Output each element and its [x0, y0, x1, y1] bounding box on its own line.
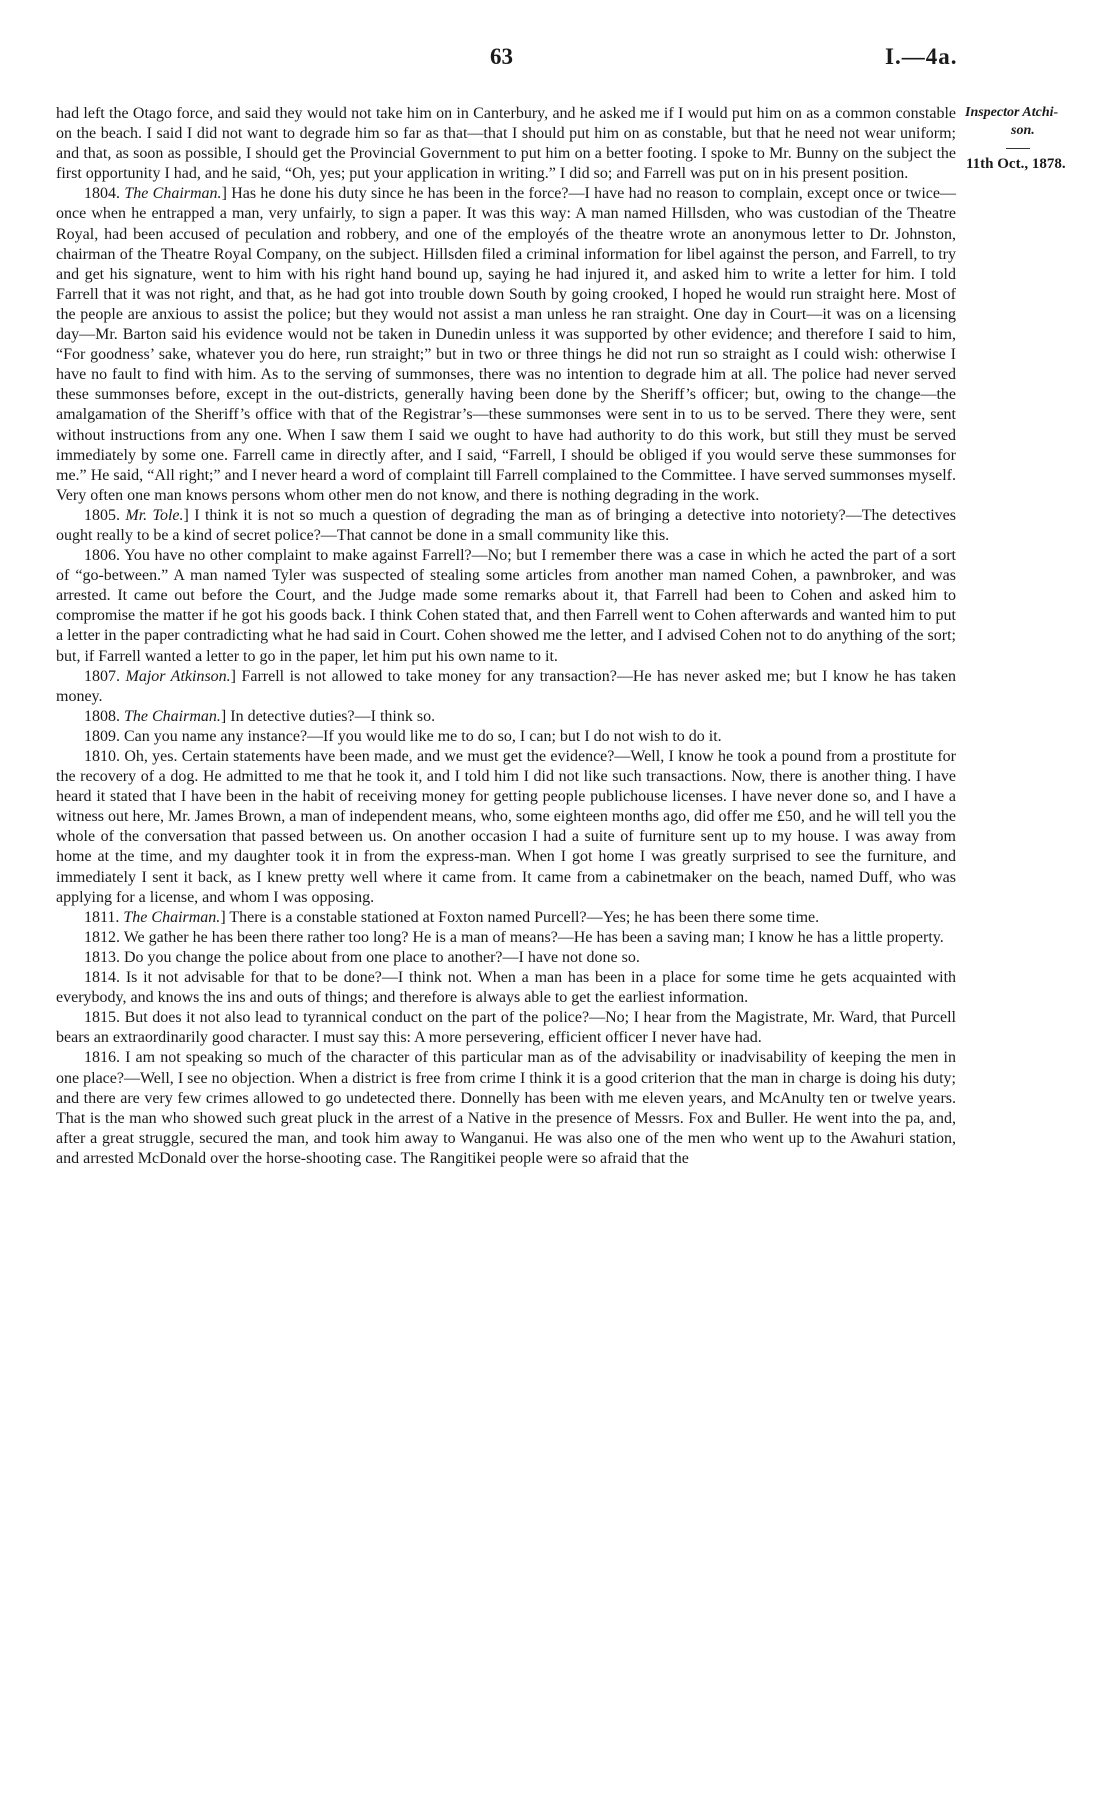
question-number: 1815. — [84, 1009, 120, 1027]
paragraph-text: We gather he has been there rather too long? He is a man of means?—He has been a saving man; I know he has a little property. — [123, 928, 944, 946]
speaker-name: The Chairman. — [123, 908, 221, 926]
question-number: 1812. — [84, 928, 120, 946]
paragraph-text: But does it not also lead to tyrannical conduct on the part of the police?—No; I hear from the Magistrate, Mr. Ward, that Purcell bears an extraordinarily good character. I must say this: A more persevering, efficient officer I never have had. — [56, 1009, 956, 1047]
question-paragraph — [56, 727, 956, 747]
evidence-body — [56, 104, 956, 1169]
question-number: 1807. — [84, 667, 120, 685]
paragraph-text: Is it not advisable for that to be done?—I think not. When a man has been in a place for some time he gets acquainted with everybody, and knows the ins and outs of things; and therefore is always able to get the earliest information. — [56, 969, 957, 1007]
speaker-name: Major Atkinson. — [125, 667, 231, 685]
question-paragraph — [56, 747, 956, 908]
speaker-name: The Chairman. — [124, 185, 222, 203]
paragraph-text: ] Has he done his duty since he has been in the force?—I have had no reason to complain, except once or twice—once when he entrapped a man, very unfairly, to sign a paper. It was this way: A man named Hillsden, who was custodian of the Theatre Royal, had been accused of peculation and robbery, and one of the employés of the theatre wrote an anonymous letter to Dr. Johnston, chairman of the Theatre Royal Company, on the subject. Hillsden filed a criminal information for libel against the person, and Farrell, to try and get his signature, went to him with his right hand bound up, saying he had injured it, and asked him to write a letter for him. I told Farrell that it was not right, and that, as he had got into trouble down South by going crooked, I hoped he would run straight here. Most of the people are anxious to assist the police; but they would not assist a man unless he ran straight. One day in Court—it was on a licensing day—Mr. Barton said his evidence would not be taken in Dunedin unless it was supported by other evidence; and therefore I said to him, “For goodness’ sake, whatever you do here, run straight;” but in two or three things he did not run so straight as I could wish: otherwise I have no fault to find with him. As to the serving of summonses, there was no intention to degrade him at all. The police had never served these summonses before, except in the out-districts, generally having been done by the Sheriff’s officer; but, owing to the change—the amalgamation of the Sheriff’s office with that of the Registrar’s—these summonses were sent in to us to be served. There they were, sent without instructions from any one. When I saw them I said we ought to have had authority to do this work, but still they must be served immediately by some one. Farrell came in directly after, and I said, “Farrell, I should be obliged if you would serve these summonses for me.” He said, “All right;” and I never heard a word of complaint till Farrell complained to the Committee. I have served summonses myself. Very often one man knows persons whom other men do not know, and there is nothing degrading in the work. — [56, 185, 957, 504]
paragraph-text: Do you change the police about from one place to another?—I have not done so. — [124, 948, 640, 966]
speaker-name: The Chairman. — [124, 707, 221, 725]
question-number: 1811. — [84, 908, 120, 926]
question-number: 1809. — [84, 727, 120, 745]
question-number: 1806. — [84, 547, 120, 565]
question-number: 1808. — [84, 707, 120, 725]
question-paragraph — [56, 184, 956, 506]
question-number: 1804. — [84, 185, 120, 203]
question-paragraph — [56, 546, 956, 667]
question-paragraph — [56, 1008, 956, 1048]
question-number: 1805. — [84, 506, 120, 524]
paragraph-text: You have no other complaint to make against Farrell?—No; but I remember there was a case in which he acted the part of a sort of “go-between.” A man named Tyler was suspected of stealing some articles from another man named Cohen, a pawnbroker, and was arrested. It came out before the Court, and the Judge made some remarks about it, that Farrell had been to Cohen and asked him to compromise the matter if he got his goods back. I think Cohen stated that, and then Farrell went to Cohen afterwards and wanted him to put a letter in the paper contradicting what he had said in Court. Cohen showed me the letter, and I advised Cohen not to do anything of the sort; but, if Farrell wanted a letter to go in the paper, let him put his own name to it. — [56, 547, 957, 665]
question-paragraph — [56, 667, 956, 707]
margin-witness-line2: son. — [1011, 123, 1035, 138]
question-paragraph — [56, 707, 956, 727]
question-paragraph — [56, 928, 956, 948]
question-paragraph — [56, 948, 956, 968]
paragraph-text: ] I think it is not so much a question of degrading the man as of bringing a detective into notoriety?—The detectives ought really to be a kind of secret police?—That cannot be done in a small community like this. — [56, 506, 957, 544]
margin-witness-name — [965, 104, 1113, 140]
margin-divider — [1006, 148, 1030, 149]
question-number: 1816. — [84, 1049, 120, 1067]
paragraph-text: ] Farrell is not allowed to take money for any transaction?—He has never asked me; but I know he has taken money. — [56, 667, 957, 705]
question-paragraph — [56, 1048, 956, 1169]
paper-reference: I.—4a. — [885, 44, 958, 69]
paragraph-text: ] There is a constable stationed at Foxton named Purcell?—Yes; he has been there some time. — [220, 908, 820, 926]
speaker-name: Mr. Tole. — [125, 506, 184, 524]
paragraph-text: ] In detective duties?—I think so. — [220, 707, 436, 725]
paragraph-text: Can you name any instance?—If you would like me to do so, I can; but I do not wish to do it. — [124, 727, 722, 745]
paragraph-text: Oh, yes. Certain statements have been made, and we must get the evidence?—Well, I know he took a pound from a prostitute for the recovery of a dog. He admitted to me that he took it, and I told him I did not like such transactions. Now, there is another thing. I have heard it stated that I have been in the habit of receiving money for getting people publichouse licenses. I have never done so, and I have a witness out here, Mr. James Brown, a man of independent means, who, some eighteen months ago, did offer me £50, and he will tell you the whole of the conversation that passed between us. On another occasion I had a suite of furniture sent up to my house. I was away from home at the time, and my daughter took it in from the express-man. When I got home I was greatly surprised to see the furniture, and immediately I sent it back, as I knew pretty well where it came from. It came from a cabinetmaker on the beach, named Duff, who was applying for a license, and whom I was opposing. — [56, 748, 957, 906]
paragraph-text: I am not speaking so much of the character of this particular man as of the advisability or inadvisability of keeping the men in one place?—Well, I see no objection. When a district is free from crime I think it is a good criterion that the man in charge is doing his duty; and there are very few crimes allowed to go undetected there. Donnelly has been with me eleven years, and McAnulty ten or twelve years. That is the man who showed such great pluck in the arrest of a Native in the presence of Messrs. Fox and Buller. He went into the pa, and, after a great struggle, secured the man, and took him away to Wanganui. He was also one of the men who went up to the Awahuri station, and arrested McDonald over the horse-shooting case. The Rangitikei people were so afraid that the — [56, 1049, 957, 1167]
question-number: 1814. — [84, 969, 120, 987]
margin-date: 11th Oct., 1878. — [966, 156, 1066, 172]
question-paragraph — [56, 908, 956, 928]
margin-witness-line1: Inspector Atchi- — [965, 105, 1059, 120]
question-number: 1813. — [84, 948, 120, 966]
question-paragraph — [56, 968, 956, 1008]
question-number: 1810. — [84, 748, 120, 765]
paragraph-text: had left the Otago force, and said they would not take him on in Canterbury, and he asked me if I would put him on as a common constable on the beach. I said I did not want to degrade him so far as that—that I should put him on as constable, but that he need not wear uniform; and that, as soon as possible, I should get the Provincial Government to put him on a better footing. I spoke to Mr. Bunny on the subject the first opportunity I had, and he said, “Oh, yes; put your application in writing.” I did so; and Farrell was put on in his present position. — [56, 105, 956, 183]
page-number: 63 — [490, 44, 513, 69]
question-paragraph — [56, 506, 956, 546]
paragraph-continued — [56, 104, 956, 184]
